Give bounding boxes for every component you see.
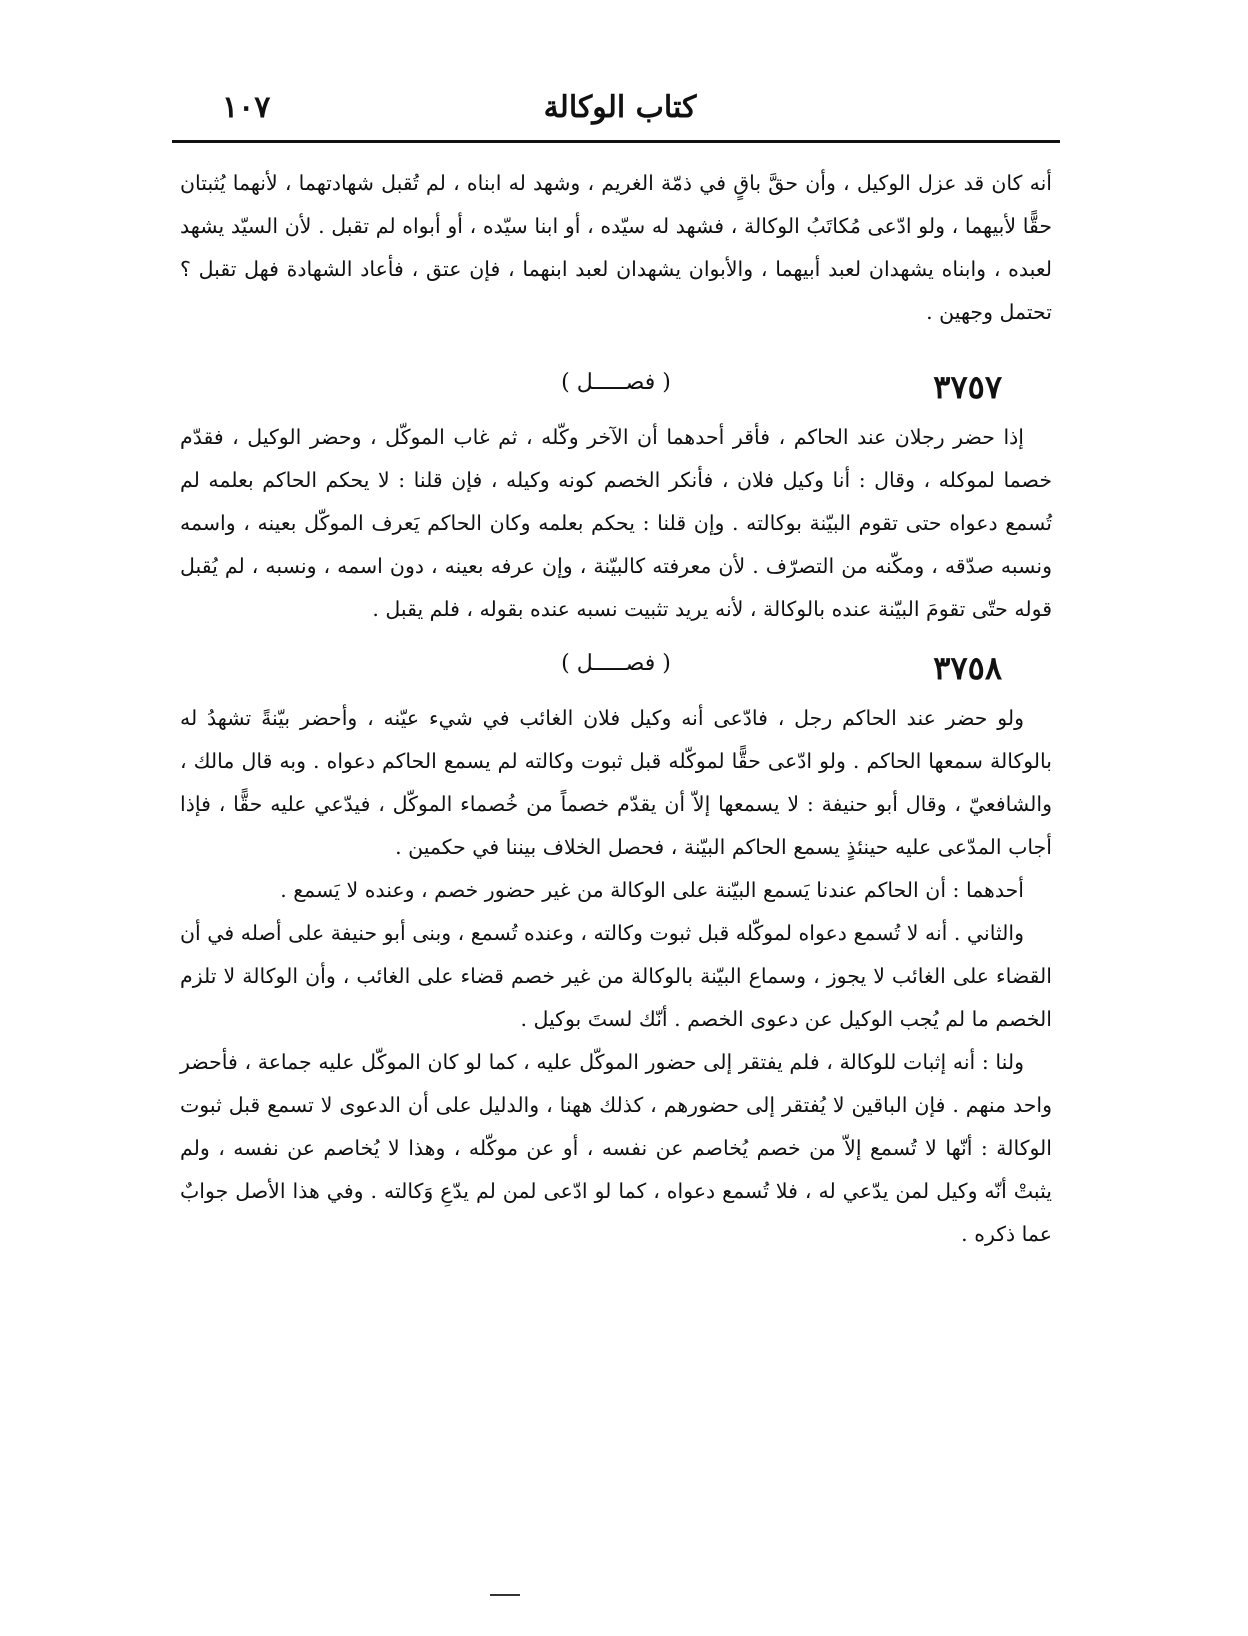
footer-mark (490, 1594, 520, 1596)
section-spacer (180, 631, 1052, 637)
running-title: كتاب الوكالة (543, 90, 697, 125)
section-number: ٣٧٥٧ (933, 368, 1002, 406)
paragraph-3758-2: أحدهما : أن الحاكم عندنا يَسمع البيّنة على الوكالة من غير حضور خصم ، وعنده لا يَسمع . (280, 878, 1024, 902)
page-number: ١٠٧ (222, 90, 271, 125)
page-body (180, 162, 1052, 1256)
header-rule (172, 140, 1060, 143)
page-header (180, 90, 1060, 130)
section-label: ( فصـــــل ) (561, 370, 671, 395)
paragraph-3758-3: والثاني . أنه لا تُسمع دعواه لموكّله قبل ثبوت وكالته ، وعنده تُسمع ، وبنى أبو حنيفة على أصله في أن القضاء على الغائب لا يجوز ، وسماع البيّنة بالوكالة من غير خصم قضاء على الغائب ، وأن الوكالة لا تلزم الخصم ما لم يُجب الوكيل عن دعوى الخصم . أنّك لستَ بوكيل . (180, 921, 1052, 1031)
paragraph-3758-4: ولنا : أنه إثبات للوكالة ، فلم يفتقر إلى حضور الموكّل عليه ، كما لو كان الموكّل عليه جماعة ، فأحضر واحد منهم . فإن الباقين لا يُفتقر إلى حضورهم ، كذلك ههنا ، والدليل على أن الدعوى لا تسمع قبل ثبوت الوكالة : أنّها لا تُسمع إلاّ من خصم يُخاصم عن نفسه ، أو عن موكّله ، وهذا لا يُخاصم عن نفسه ، ولم يثبتْ أنّه وكيل لمن يدّعي له ، فلا تُسمع دعواه ، كما لو ادّعى لمن لم يدّعِ وَكالته . وفي هذا الأصل جوابٌ عما ذكره . (180, 1050, 1052, 1246)
section-number: ٣٧٥٨ (933, 649, 1002, 687)
section-label: ( فصـــــل ) (561, 651, 671, 676)
section-spacer (180, 334, 1052, 356)
paragraph-3758-1: ولو حضر عند الحاكم رجل ، فادّعى أنه وكيل فلان الغائب في شيء عيّنه ، وأحضر بيّنةً تشهدُ له بالوكالة سمعها الحاكم . ولو ادّعى حقًّا لموكّله قبل ثبوت وكالته لم يسمع الحاكم دعواه . وبه قال مالك ، والشافعيّ ، وقال أبو حنيفة : لا يسمعها إلاّ أن يقدّم خصماً من خُصماء الموكّل ، فيدّعي عليه حقًّا ، فإذا أجاب المدّعى عليه حينئذٍ يسمع الحاكم البيّنة ، فحصل الخلاف بيننا في حكمين . (180, 706, 1052, 859)
paragraph-3757: إذا حضر رجلان عند الحاكم ، فأقر أحدهما أن الآخر وكّله ، ثم غاب الموكّل ، وحضر الوكيل ، فقدّم خصما لموكله ، وقال : أنا وكيل فلان ، فأنكر الخصم كونه وكيله ، فإن قلنا : لا يحكم الحاكم بعلمه لم تُسمع دعواه حتى تقوم البيّنة بوكالته . وإن قلنا : يحكم بعلمه وكان الحاكم يَعرف الموكّل بعينه ، واسمه ونسبه صدّقه ، ومكّنه من التصرّف . لأن معرفته كالبيّنة ، وإن عرفه بعينه ، دون اسمه ، ونسبه ، لم يُقبل قوله حتّى تقومَ البيّنة عنده بالوكالة ، لأنه يريد تثبيت نسبه عنده بقوله ، فلم يقبل . (180, 425, 1052, 621)
section-heading-3757 (180, 360, 1052, 416)
paragraph-continuation: أنه كان قد عزل الوكيل ، وأن حقَّ باقٍ في ذمّة الغريم ، وشهد له ابناه ، لم تُقبل شهادتهما ، لأنهما يُثبتان حقًّا لأبيهما ، ولو ادّعى مُكاتَبُ الوكالة ، فشهد له سيّده ، أو ابنا سيّده ، أو أبواه لم تقبل . لأن السيّد يشهد لعبده ، وابناه يشهدان لعبد أبيهما ، والأبوان يشهدان لعبد ابنهما ، فإن عتق ، فأعاد الشهادة فهل تقبل ؟ تحتمل وجهين . (180, 171, 1052, 324)
section-heading-3758 (180, 641, 1052, 697)
